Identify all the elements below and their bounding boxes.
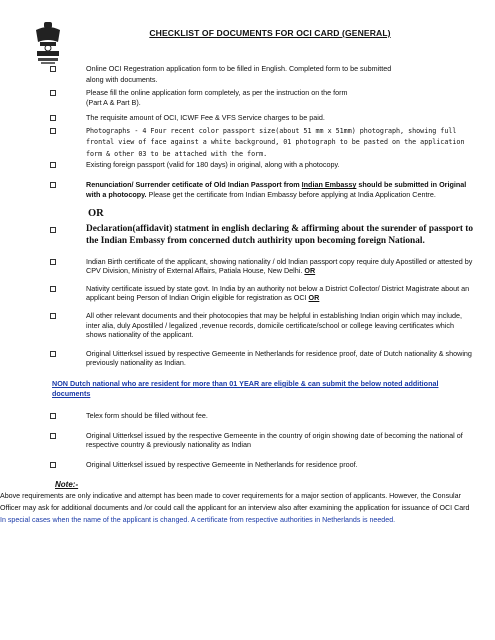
checklist-item-foreign-passport xyxy=(50,160,475,171)
item-text: (Part A & Part B). xyxy=(86,98,141,108)
checklist-item-fill-form xyxy=(50,88,475,110)
checkbox[interactable] xyxy=(50,351,56,357)
checkbox[interactable] xyxy=(50,286,56,292)
checklist-item-photographs xyxy=(50,126,475,161)
checklist-item-uitterksel-origin xyxy=(50,431,475,450)
or-separator: OR xyxy=(88,208,104,220)
checkbox[interactable] xyxy=(50,162,56,168)
item-text: Please get the certificate from Indian Embassy before applying at India Application Centre. xyxy=(146,189,436,199)
item-text: Please fill the online application form completely, as per the instruction on the form xyxy=(86,87,348,97)
checklist-item-renunciation xyxy=(50,180,475,199)
item-text: Indian Embassy xyxy=(301,180,357,190)
non-dutch-heading: NON Dutch national who are resident for more than 01 YEAR are eligible & can submit the below noted additional documents xyxy=(52,379,439,398)
checklist-item-declaration xyxy=(50,224,475,247)
national-emblem-icon xyxy=(28,20,68,66)
checkbox[interactable] xyxy=(50,128,56,134)
checklist-item-fees xyxy=(50,113,475,124)
checkbox[interactable] xyxy=(50,115,56,121)
checkbox[interactable] xyxy=(50,413,56,419)
item-text: frontal view of face against a white background, 01 photograph to be pasted on the application xyxy=(86,138,465,147)
item-text: All other relevant documents and their photocopies that may be helpful in establishing Indian origin which may include, inter alia, duly Apostilled / legalized ,revenue records, domicile certificate/school or college leaving certificates which shows nationality of the applicant. xyxy=(86,311,462,340)
item-text: Telex form should be filled without fee. xyxy=(86,411,208,420)
checkbox[interactable] xyxy=(50,90,56,96)
item-text: Online OCI Regestration application form to be filled in English. Completed form to be submitted xyxy=(86,64,392,73)
item-text: Original Uitterksel issued by respective Gemeente in Netherlands for residence proof. xyxy=(86,459,358,469)
checklist-item-telex-form xyxy=(50,411,475,422)
checklist-item-birth-certificate xyxy=(50,257,475,276)
checkbox[interactable] xyxy=(50,313,56,319)
note-paragraph: Above requirements are only indicative and attempt has been made to cover requirements for a major section of applicants. However, the Consular Officer may ask for additional documents and /or could call the applicant for an interview also after examining the application for issuance of OCI Card xyxy=(0,491,470,512)
item-text: Renunciation/ Surrender cetificate of Old Indian Passport from xyxy=(86,180,302,190)
page-title: CHECKLIST OF DOCUMENTS FOR OCI CARD (GENERAL) xyxy=(149,28,391,38)
checkbox[interactable] xyxy=(50,227,56,233)
item-text: Declaration(affidavit) statment in english declaring & affirming about the surender of passport to the Indian Embassy from concerned dutch authirity upon becoming foreign National. xyxy=(86,224,474,247)
item-text: should be submitted in Original with a photocopy. xyxy=(86,180,467,199)
item-text: Photographs - 4 Four recent color passport size(about 51 mm x 51mm) photograph, showing full xyxy=(86,126,457,135)
item-text: form & other 03 to be attached with the form. xyxy=(86,149,268,158)
checkbox[interactable] xyxy=(50,259,56,265)
item-or: OR xyxy=(308,293,320,303)
item-text: Original Uitterksel issued by the respective Gemeente in the country of origin showing date of becoming the national of respective country & previously nationality as Indian xyxy=(86,430,463,450)
checklist-item-uitterksel-netherlands xyxy=(50,349,475,368)
note-special-cases: In special cases when the name of the applicant is changed. A certificate from respective authorities in Netherlands is needed. xyxy=(0,515,396,524)
checkbox[interactable] xyxy=(50,182,56,188)
item-text: Indian Birth certificate of the applicant, showing nationality / old Indian passport copy require duly Apostilled or attested by CPV Division, Ministry of External Affairs, Patiala House, New Delhi. xyxy=(86,256,473,276)
checklist-item-other-documents xyxy=(50,311,475,340)
item-or: OR xyxy=(304,266,316,276)
note-heading: Note:- xyxy=(55,479,79,489)
item-text: Original Uitterksel issued by respective Gemeente in Netherlands for residence proof, date of Dutch nationality & showing previously nationality as Indian. xyxy=(86,348,472,368)
checklist-item-uitterksel-residence xyxy=(50,460,475,471)
checkbox[interactable] xyxy=(50,462,56,468)
checklist xyxy=(0,64,475,526)
item-text: Existing foreign passport (valid for 180 days) in original, along with a photocopy. xyxy=(86,160,340,170)
checkbox[interactable] xyxy=(50,433,56,439)
item-text: The requisite amount of OCI, ICWF Fee & VFS Service charges to be paid. xyxy=(86,113,325,123)
item-text: Nativity certificate issued by state govt. In India by an authority not below a District Collector/ District Magistrate about an applicant being Person of Indian Origin eligible for registration as OCI xyxy=(86,283,470,303)
checklist-item-online-form xyxy=(50,64,475,86)
item-text: along with documents. xyxy=(86,74,158,84)
checklist-item-nativity-certificate xyxy=(50,284,475,303)
checkbox[interactable] xyxy=(50,66,56,72)
